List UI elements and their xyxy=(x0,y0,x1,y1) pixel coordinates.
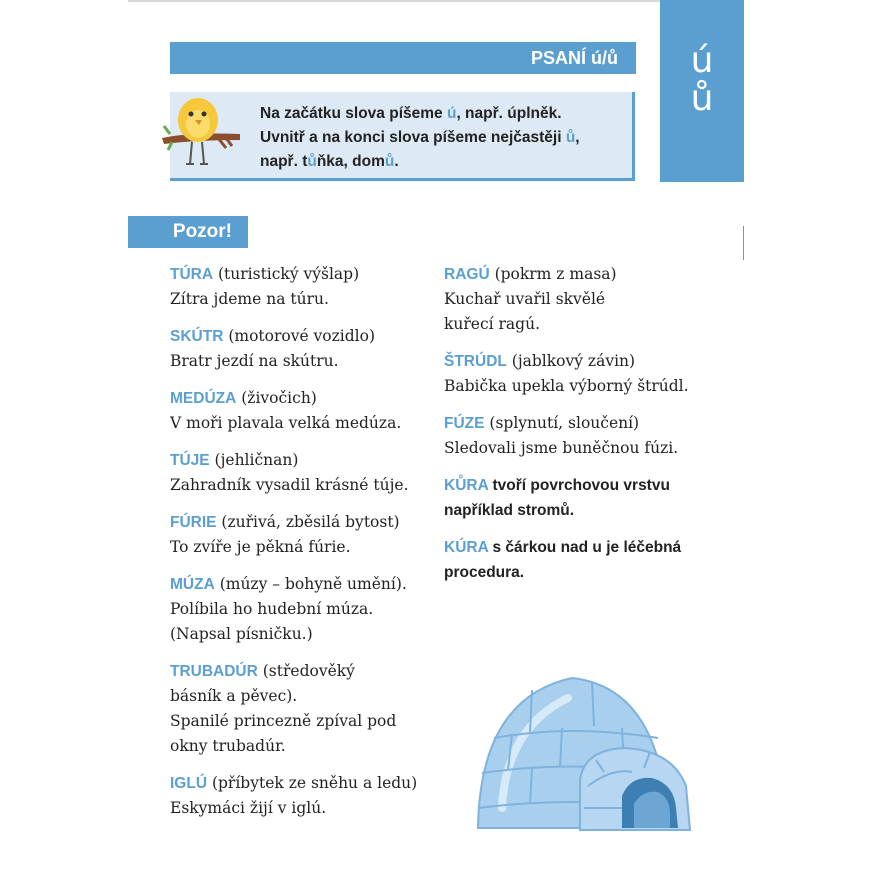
rule-text xyxy=(260,102,630,174)
right-word-list xyxy=(444,262,724,597)
entry-headline xyxy=(444,349,724,374)
entry-line xyxy=(170,734,440,759)
entry-word: SKÚTR xyxy=(170,328,224,345)
entry-line xyxy=(170,796,440,821)
right-entry xyxy=(444,349,724,399)
tab-letter-u-acute: ú xyxy=(690,40,714,81)
entry-headline xyxy=(170,386,440,411)
entry-headline xyxy=(170,448,440,473)
entry-text: V moři plavala velká medúza. xyxy=(170,414,402,432)
entry-text: (motorové vozidlo) xyxy=(223,327,376,345)
entry-line xyxy=(444,436,724,461)
entry-word: TÚJE xyxy=(170,452,210,469)
entry-text: (turistický výšlap) xyxy=(213,265,360,283)
entry-text: básník a pěvec). xyxy=(170,687,298,705)
entry-text: (jehličnan) xyxy=(209,451,299,469)
right-entry xyxy=(444,411,724,461)
entry-headline xyxy=(444,535,724,560)
entry-text: (příbytek ze sněhu a ledu) xyxy=(207,774,418,792)
entry-word: TRUBADÚR xyxy=(170,663,258,680)
left-entry xyxy=(170,572,440,647)
entry-text: Eskymáci žijí v iglú. xyxy=(170,799,327,817)
entry-text: Babička upekla výborný štrúdl. xyxy=(444,377,689,395)
entry-line xyxy=(170,411,440,436)
left-entry xyxy=(170,659,440,759)
right-entry xyxy=(444,473,724,523)
entry-text: s čárkou nad u je léčebná xyxy=(488,539,682,556)
entry-text: okny trubadúr. xyxy=(170,737,286,755)
left-entry xyxy=(170,771,440,821)
bird-on-branch-icon xyxy=(160,94,246,184)
entry-text: (živočich) xyxy=(236,389,317,407)
entry-text: Zítra jdeme na túru. xyxy=(170,290,329,308)
entry-word: TÚRA xyxy=(170,266,214,283)
entry-text: Bratr jezdí na skútru. xyxy=(170,352,339,370)
entry-word: IGLÚ xyxy=(170,775,208,792)
entry-line xyxy=(444,498,724,523)
entry-word: RAGÚ xyxy=(444,266,490,283)
left-entry xyxy=(170,386,440,436)
entry-headline xyxy=(170,324,440,349)
entry-headline xyxy=(444,473,724,498)
left-entry xyxy=(170,510,440,560)
left-word-list xyxy=(170,262,440,833)
rule-line-2: Uvnitř a na konci slova píšeme nejčastěji ů, xyxy=(260,129,580,146)
side-rule xyxy=(743,226,744,260)
entry-text: Políbila ho hudební múza. xyxy=(170,600,374,618)
entry-line xyxy=(444,560,724,585)
entry-text: například stromů. xyxy=(444,502,575,519)
page-title-bar xyxy=(170,42,636,74)
entry-line xyxy=(170,349,440,374)
top-rule xyxy=(128,0,660,2)
entry-text: (múzy – bohyně umění). xyxy=(214,575,407,593)
entry-word: FÚRIE xyxy=(170,514,217,531)
entry-text: (jablkový závin) xyxy=(506,352,636,370)
entry-text: Kuchař uvařil skvělé xyxy=(444,290,606,308)
entry-word: MÚZA xyxy=(170,576,215,593)
entry-text: (zuřivá, zběsilá bytost) xyxy=(216,513,400,531)
entry-text: Zahradník vysadil krásné túje. xyxy=(170,476,409,494)
entry-text: (Napsal písničku.) xyxy=(170,625,313,643)
entry-line xyxy=(170,622,440,647)
entry-headline xyxy=(444,411,724,436)
entry-line xyxy=(444,287,724,312)
left-entry xyxy=(170,262,440,312)
rule-line-3: např. tůňka, domů. xyxy=(260,153,399,170)
entry-headline xyxy=(170,771,440,796)
entry-line xyxy=(170,597,440,622)
right-entry xyxy=(444,262,724,337)
left-entry xyxy=(170,324,440,374)
entry-text: kuřecí ragú. xyxy=(444,315,541,333)
section-heading xyxy=(128,216,248,248)
entry-headline xyxy=(170,659,440,684)
entry-text: procedura. xyxy=(444,564,525,581)
rule-box xyxy=(170,92,635,181)
tab-letter-u-ring: ů xyxy=(690,78,714,119)
entry-line xyxy=(170,535,440,560)
entry-word: MEDÚZA xyxy=(170,390,237,407)
entry-text: Spanilé princezně zpíval pod xyxy=(170,712,397,730)
entry-word: ŠTRÚDL xyxy=(444,353,507,370)
entry-line xyxy=(170,287,440,312)
left-entry xyxy=(170,448,440,498)
right-entry xyxy=(444,535,724,585)
entry-line xyxy=(170,684,440,709)
entry-headline xyxy=(170,262,440,287)
section-title: Pozor! xyxy=(172,221,232,242)
entry-text: (pokrm z masa) xyxy=(489,265,617,283)
entry-line xyxy=(444,374,724,399)
entry-text: (středověký xyxy=(257,662,355,680)
entry-text: tvoří povrchovou vrstvu xyxy=(488,477,670,494)
igloo-illustration xyxy=(472,668,702,834)
entry-line xyxy=(170,709,440,734)
rule-line-1: Na začátku slova píšeme ú, např. úplněk. xyxy=(260,105,562,122)
entry-word: KŮRA xyxy=(444,477,489,494)
entry-text: To zvíře je pěkná fúrie. xyxy=(170,538,351,556)
entry-text: (splynutí, sloučení) xyxy=(484,414,640,432)
entry-line xyxy=(170,473,440,498)
entry-text: Sledovali jsme buněčnou fúzi. xyxy=(444,439,679,457)
entry-word: KÚRA xyxy=(444,539,489,556)
page-title: PSANÍ ú/ů xyxy=(530,48,618,68)
side-tab xyxy=(660,0,744,182)
entry-line xyxy=(444,312,724,337)
entry-headline xyxy=(170,510,440,535)
entry-headline xyxy=(170,572,440,597)
entry-headline xyxy=(444,262,724,287)
entry-word: FÚZE xyxy=(444,415,485,432)
